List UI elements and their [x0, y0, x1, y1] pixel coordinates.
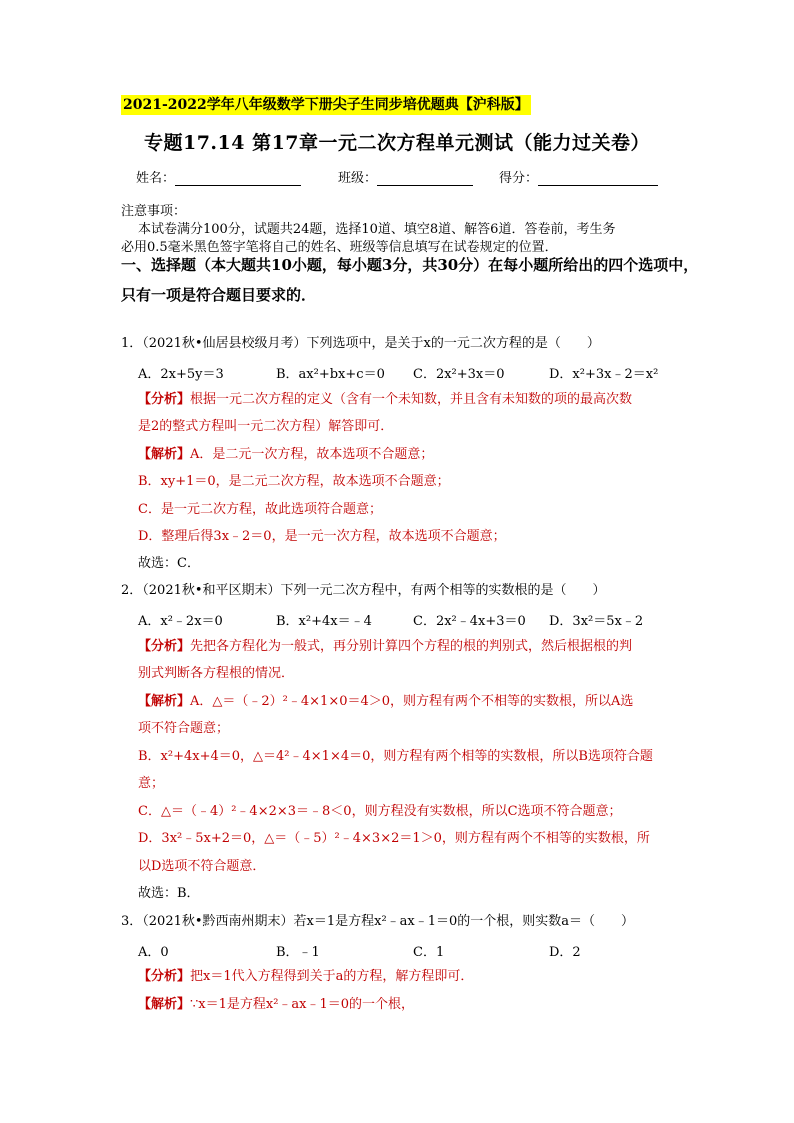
- option-b: B．﹣1: [276, 945, 320, 960]
- score-label: 得分：: [499, 171, 539, 186]
- option-b: B．ax²+bx+c＝0: [276, 367, 385, 382]
- section-heading: 一、选择题（本大题共10小题，每小题3分，共30分）在每小题所给出的四个选项中，: [121, 256, 699, 274]
- notes-heading: 注意事项：: [121, 204, 187, 219]
- analysis-text: 先把各方程化为一般式，再分别计算四个方程的根的判别式，然后根据根的判: [190, 639, 633, 654]
- question-stem: 2．（2021秋•和平区期末）下列一元二次方程中，有两个相等的实数根的是（ ）: [121, 583, 606, 598]
- score-field: [499, 167, 658, 186]
- analysis-tag: 【分析】: [138, 392, 191, 407]
- class-blank: [377, 171, 473, 186]
- option-d: D．2: [549, 945, 581, 960]
- option-a: A．x²﹣2x＝0: [138, 614, 223, 629]
- notes-line: 必用0.5毫米黑色签字笔将自己的姓名、班级等信息填写在试卷规定的位置．: [121, 240, 558, 255]
- solution-text: D．整理后得3x﹣2＝0，是一元一次方程，故本选项不合题意；: [138, 529, 506, 544]
- solution-text: ∵x＝1是方程x²﹣ax﹣1＝0的一个根，: [190, 997, 415, 1012]
- solution-tag: 【解析】: [138, 997, 191, 1012]
- option-b: B．x²+4x＝﹣4: [276, 614, 372, 629]
- solution-tag: 【解析】: [138, 447, 191, 462]
- question-stem: 1．（2021秋•仙居县校级月考）下列选项中，是关于x的一元二次方程的是（ ）: [121, 336, 600, 351]
- option-c: C．2x²+3x＝0: [413, 367, 505, 382]
- analysis: [138, 391, 632, 409]
- solution-text: 以D选项不符合题意．: [138, 859, 266, 874]
- section-heading: 只有一项是符合题目要求的．: [121, 286, 317, 304]
- option-d: D．x²+3x﹣2＝x²: [549, 367, 659, 382]
- analysis: [138, 638, 632, 656]
- solution-text: A．△＝（﹣2）²﹣4×1×0＝4＞0，则方程有两个不相等的实数根，所以A选: [190, 694, 634, 709]
- solution-tag: 【解析】: [138, 694, 191, 709]
- solution-text: C．△＝（﹣4）²﹣4×2×3＝﹣8＜0，则方程没有实数根，所以C选项不符合题意；: [138, 804, 622, 819]
- solution-text: 意；: [138, 776, 165, 791]
- solution: [138, 446, 433, 464]
- solution-text: 项不符合题意；: [138, 721, 230, 736]
- option-a: A．2x+5y＝3: [138, 367, 224, 382]
- answer: 故选：C．: [138, 556, 200, 571]
- analysis-text: 是2的整式方程叫一元二次方程）解答即可．: [138, 419, 394, 434]
- analysis: [138, 968, 473, 986]
- option-d: D．3x²＝5x﹣2: [549, 614, 644, 629]
- class-field: [338, 167, 473, 186]
- solution-text: C．是一元二次方程，故此选项符合题意；: [138, 502, 382, 517]
- analysis-text: 把x＝1代入方程得到关于a的方程，解方程即可．: [190, 969, 474, 984]
- solution-text: A．是二元一次方程，故本选项不合题意；: [190, 447, 434, 462]
- name-label: 姓名：: [136, 171, 176, 186]
- analysis-tag: 【分析】: [138, 969, 191, 984]
- answer: 故选：B．: [138, 886, 200, 901]
- page-title: 专题17.14 第17章一元二次方程单元测试（能力过关卷）: [143, 132, 651, 154]
- class-label: 班级：: [338, 171, 378, 186]
- solution-text: B．x²+4x+4＝0，△＝4²﹣4×1×4＝0，则方程有两个相等的实数根，所以B选项符合题: [138, 749, 653, 764]
- option-c: C．1: [413, 945, 445, 960]
- notes-line: 本试卷满分100分，试题共24题，选择10道、填空8道、解答6道．答卷前，考生务: [138, 222, 616, 237]
- analysis-text: 别式判断各方程根的情况．: [138, 666, 295, 681]
- option-a: A．0: [138, 945, 169, 960]
- analysis-text: 根据一元二次方程的定义（含有一个未知数，并且含有未知数的项的最高次数: [190, 392, 633, 407]
- series-header: 2021-2022学年八年级数学下册尖子生同步培优题典【沪科版】: [123, 97, 529, 113]
- name-blank: [175, 171, 301, 186]
- solution: [138, 693, 633, 711]
- question-stem: 3．（2021秋•黔西南州期末）若x＝1是方程x²﹣ax﹣1＝0的一个根，则实数a＝（ ）: [121, 914, 635, 929]
- name-field: [136, 167, 301, 186]
- option-c: C．2x²﹣4x+3＝0: [413, 614, 526, 629]
- score-blank: [538, 171, 658, 186]
- solution: [138, 996, 414, 1014]
- solution-text: D．3x²﹣5x+2＝0，△＝（﹣5）²﹣4×3×2＝1＞0，则方程有两个不相等的实数根，所: [138, 831, 650, 846]
- analysis-tag: 【分析】: [138, 639, 191, 654]
- solution-text: B．xy+1＝0，是二元二次方程，故本选项不合题意；: [138, 474, 450, 489]
